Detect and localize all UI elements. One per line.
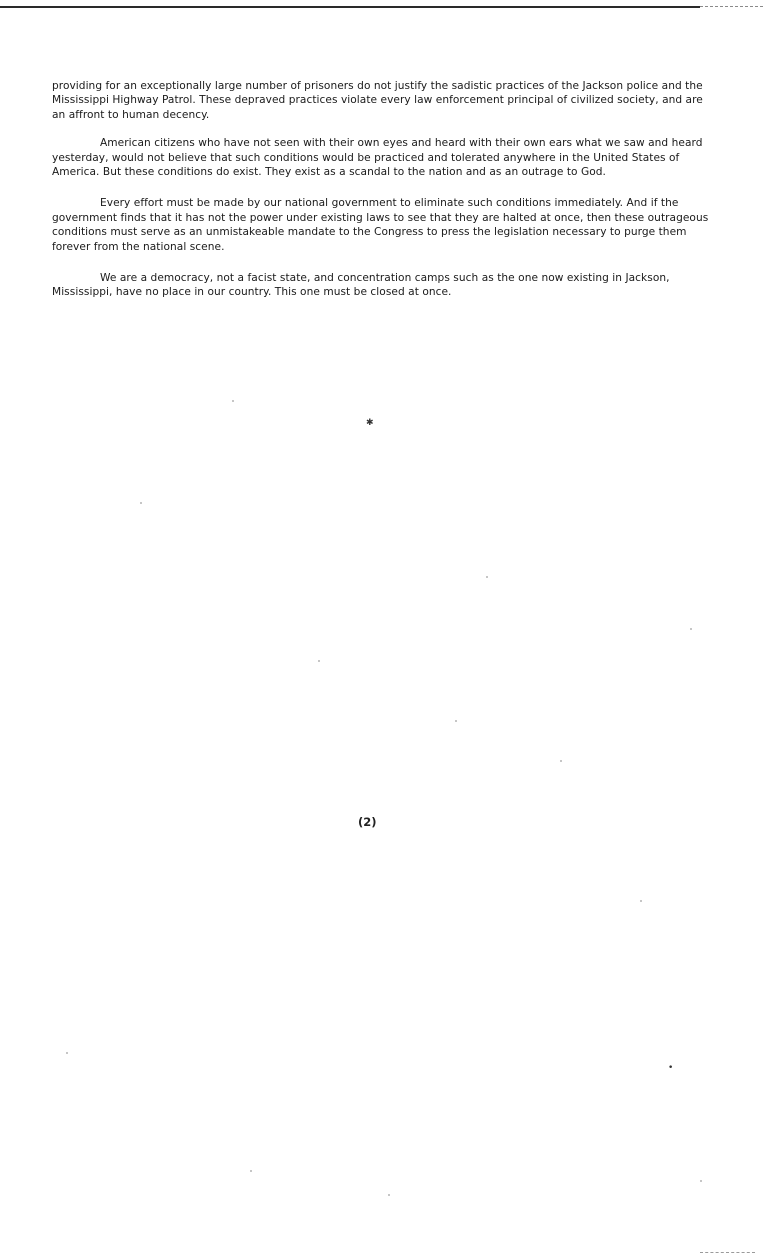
top-rule: [0, 6, 700, 8]
paragraph-2: American citizens who have not seen with their own eyes and heard with their own ears what we saw and heard yesterday, would not believe that such conditions would be practiced and tolerated anywhere in the United States of America. But these conditions do exist. They exist as a scandal to the nation and as an outrage to God.: [52, 137, 703, 179]
scan-speck: [486, 576, 488, 578]
scan-speck: [560, 760, 562, 762]
paragraph-4: We are a democracy, not a facist state, and concentration camps such as the one now existing in Jackson, Mississippi, have no place in our country. This one must be closed at once.: [52, 272, 670, 299]
scan-speck: [700, 1180, 702, 1182]
scan-speck: [640, 900, 642, 902]
scan-speck: [690, 628, 692, 630]
page-number: (2): [358, 815, 377, 829]
scan-speck: [388, 1194, 390, 1196]
stray-ink-dot: •: [668, 1063, 674, 1073]
bottom-rule-dashed: [700, 1252, 755, 1253]
top-rule-dashed: [700, 6, 763, 7]
stray-ink-mark: ✱: [366, 418, 374, 428]
scan-speck: [140, 502, 142, 504]
paragraph-1: providing for an exceptionally large number of prisoners do not justify the sadistic practices of the Jackson police and the Mississippi Highway Patrol. These depraved practices violate every law enforcement principal of civilized society, and are an affront to human decency.: [52, 80, 703, 121]
document-body: [52, 79, 712, 300]
scan-speck: [250, 1170, 252, 1172]
scan-speck: [318, 660, 320, 662]
scan-speck: [232, 400, 234, 402]
paragraph-3: Every effort must be made by our national government to eliminate such conditions immediately. And if the government finds that it has not the power under existing laws to see that they are halted at once, then these outrageous conditions must serve as an unmistakeable mandate to the Congress to press the legislation necessary to purge them forever from the national scene.: [52, 197, 709, 253]
scan-speck: [455, 720, 457, 722]
scan-speck: [66, 1052, 68, 1054]
